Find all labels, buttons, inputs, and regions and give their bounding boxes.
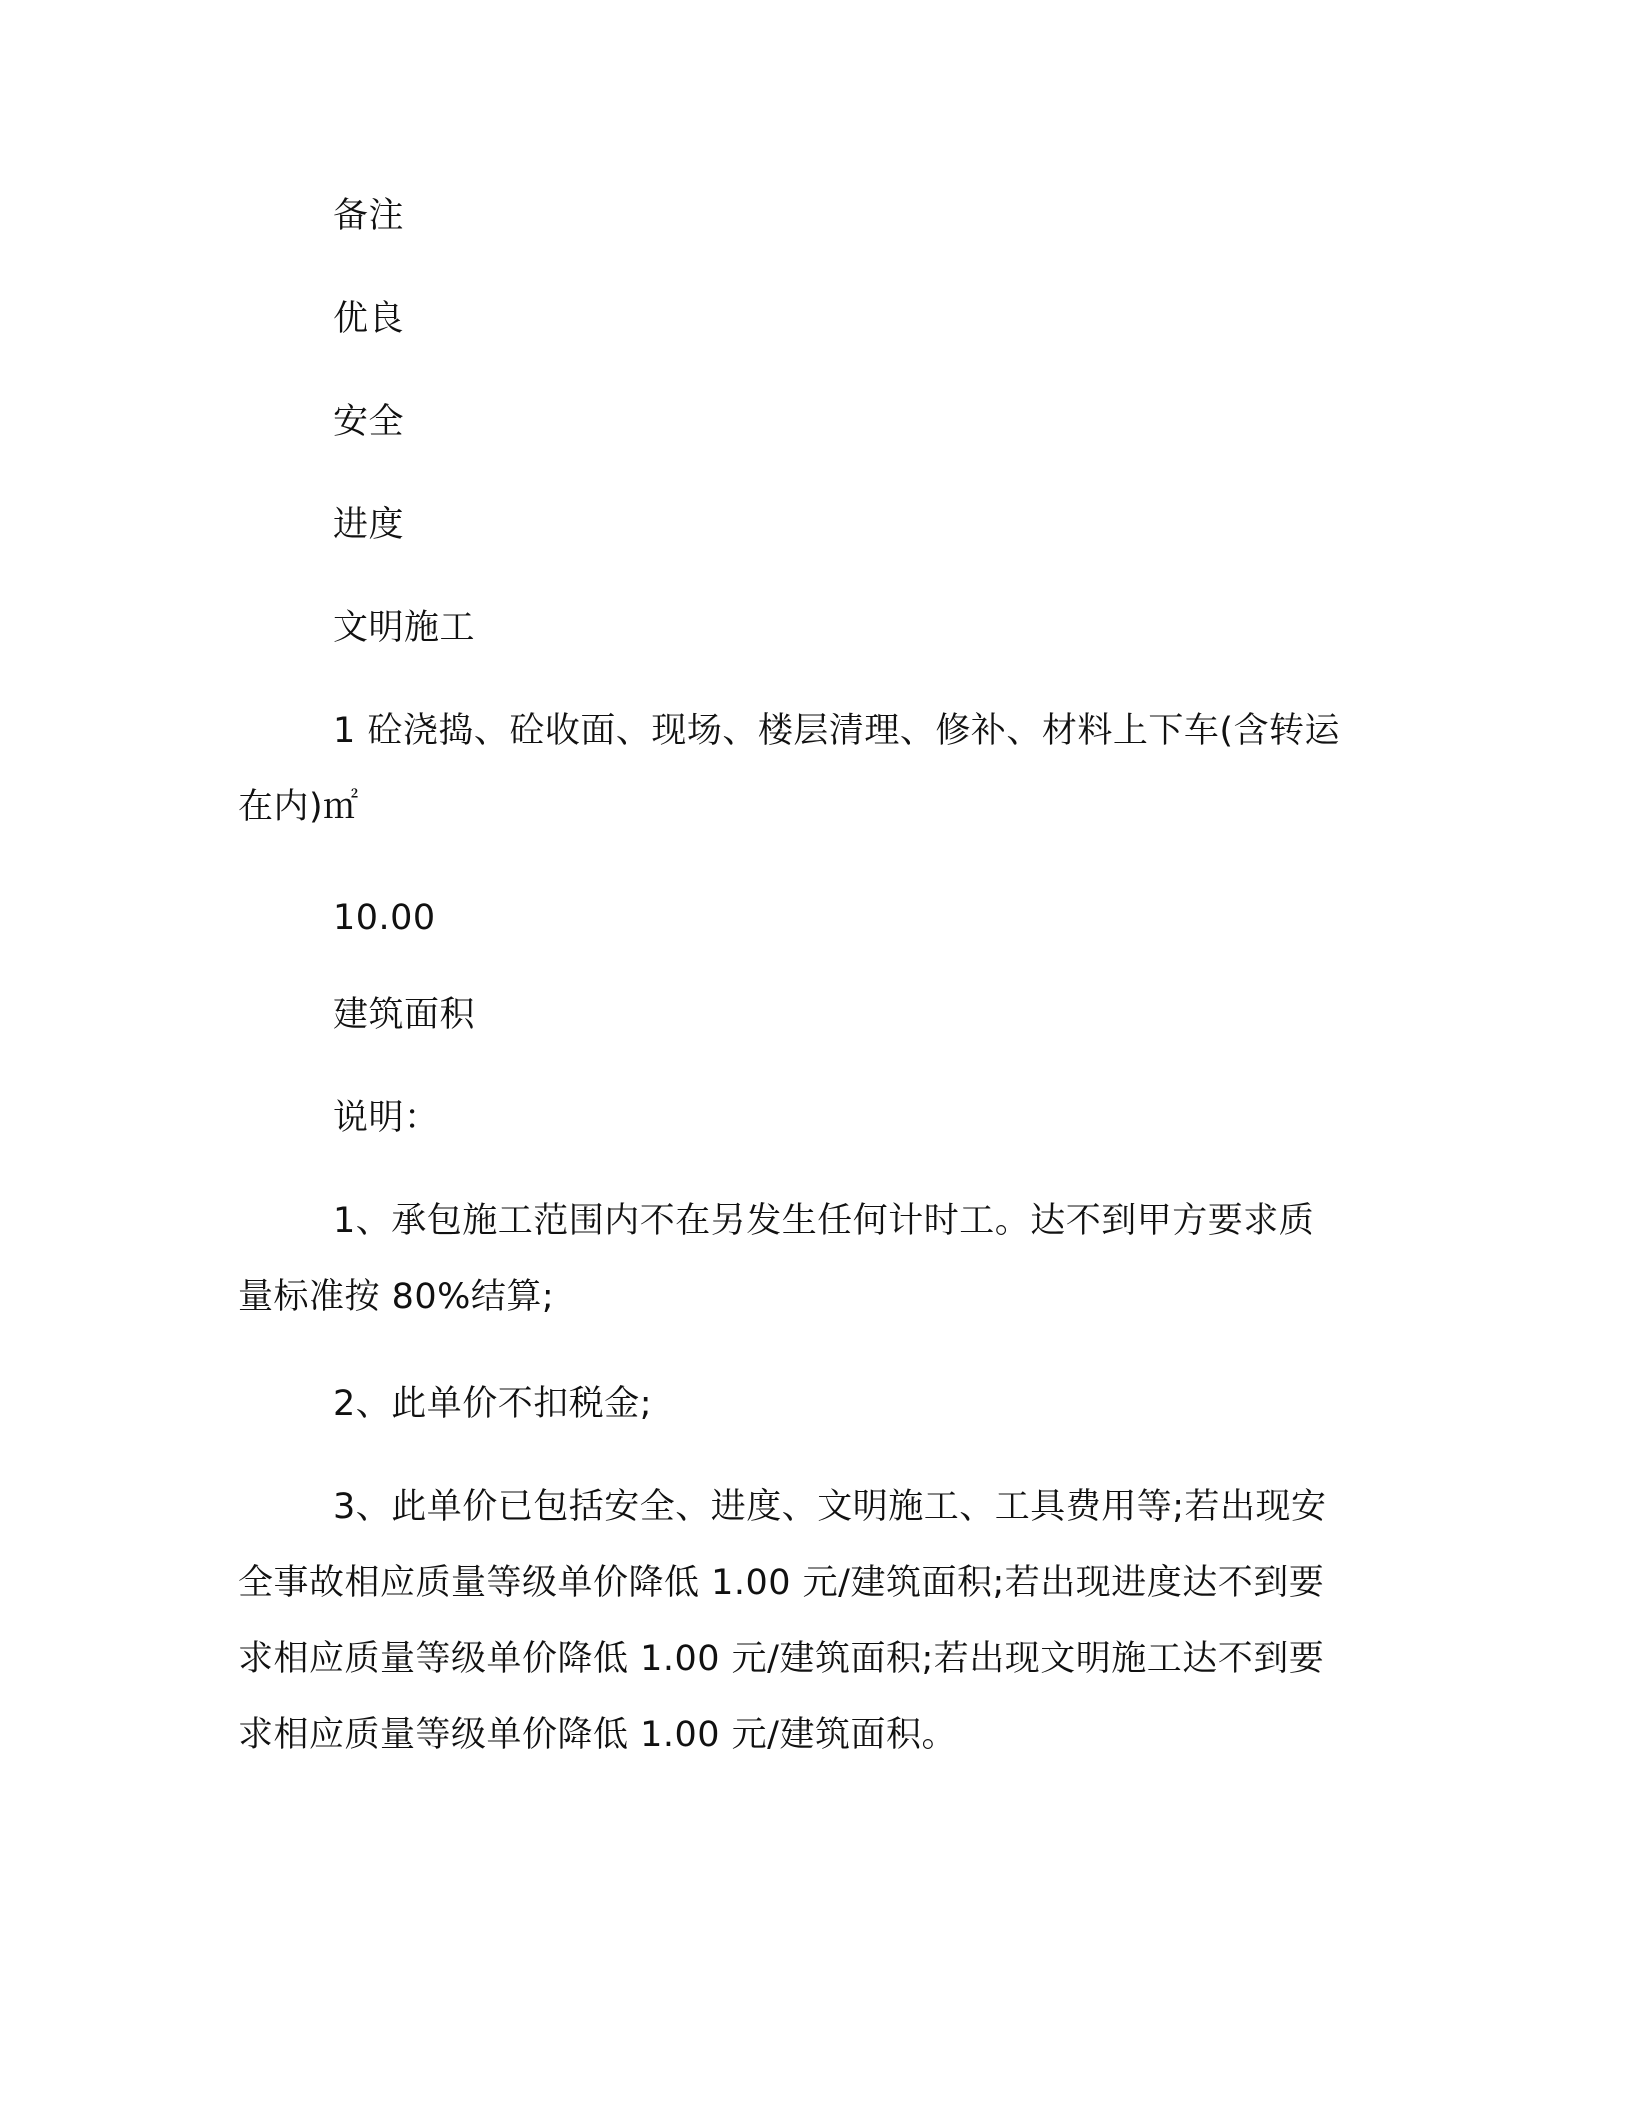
notes-heading: 说明：: [333, 1098, 440, 1138]
note-3-line-1: 3、此单价已包括安全、进度、文明施工、工具费用等;若出现安: [333, 1487, 1327, 1527]
note-3-line-4: 求相应质量等级单价降低 1.00 元/建筑面积。: [238, 1715, 957, 1755]
note-3-line-3: 求相应质量等级单价降低 1.00 元/建筑面积;若出现文明施工达不到要: [238, 1639, 1325, 1679]
unit-basis: 建筑面积: [333, 995, 476, 1035]
item-safety: 安全: [333, 402, 405, 442]
work-item-line-1: 1 砼浇捣、砼收面、现场、楼层清理、修补、材料上下车(含转运: [333, 711, 1341, 751]
work-item-line-2: 在内)㎡: [238, 787, 359, 827]
note-1-line-1: 1、承包施工范围内不在另发生任何计时工。达不到甲方要求质: [333, 1201, 1315, 1241]
note-1-line-2: 量标准按 80%结算;: [238, 1277, 555, 1317]
note-2: 2、此单价不扣税金;: [333, 1384, 653, 1424]
item-civilized-construction: 文明施工: [333, 608, 476, 648]
item-progress: 进度: [333, 505, 405, 545]
unit-price: 10.00: [333, 898, 436, 938]
item-remarks: 备注: [333, 196, 405, 236]
note-3-line-2: 全事故相应质量等级单价降低 1.00 元/建筑面积;若出现进度达不到要: [238, 1563, 1325, 1603]
item-excellent: 优良: [333, 299, 405, 339]
